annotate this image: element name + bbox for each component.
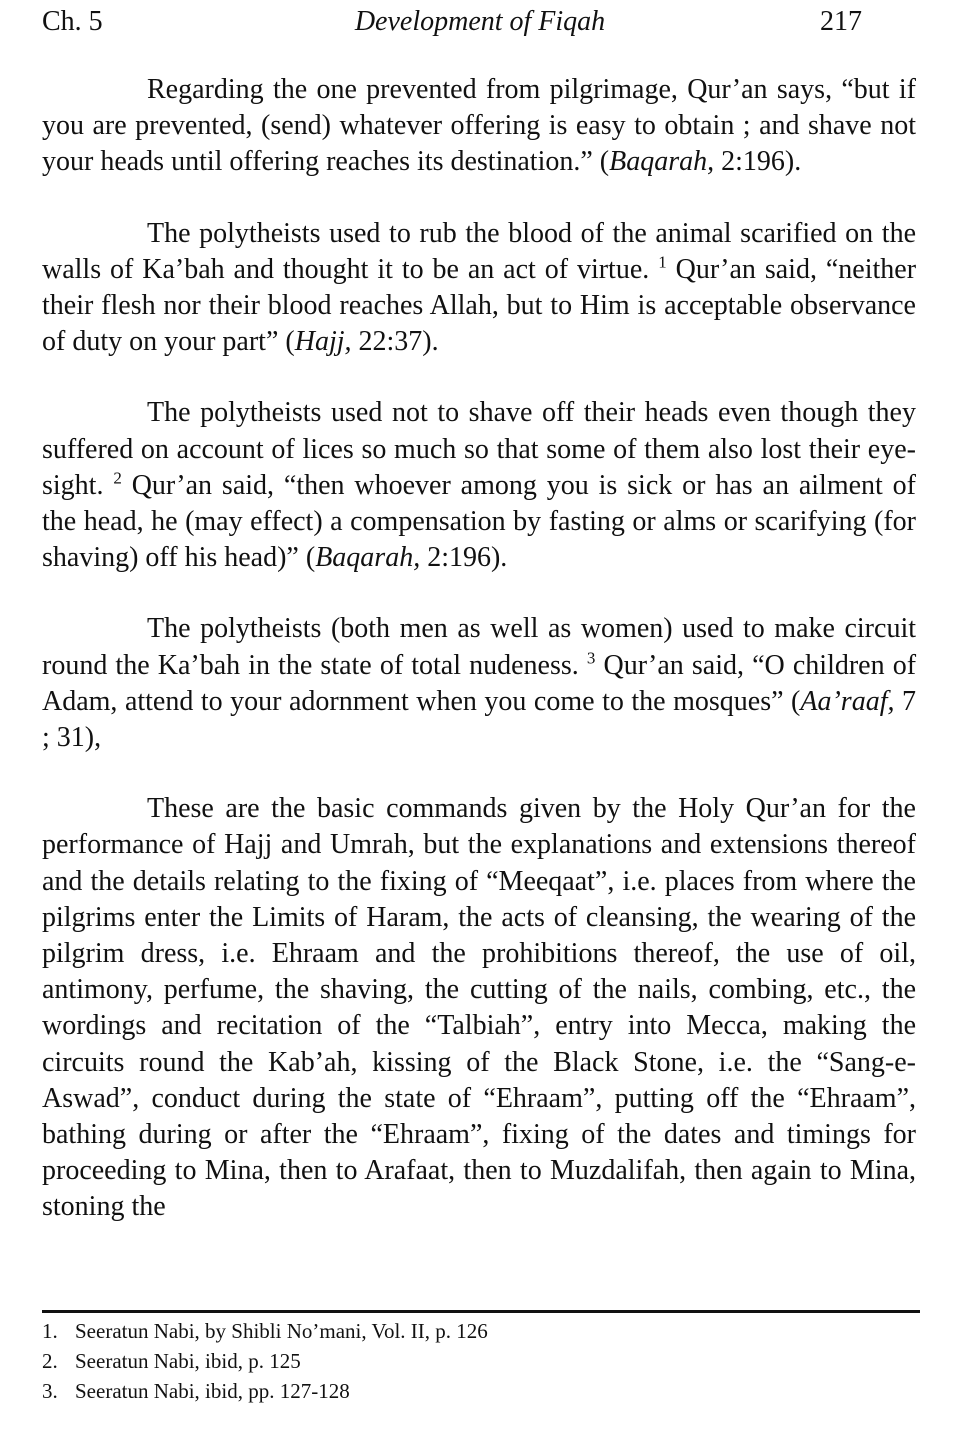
running-title: Development of Fiqah <box>354 6 606 37</box>
paragraph-text: Qur’an said, “then whoever among you is sick or has an ailment of the head, he (may effect) a compensation by fasting or alms or scarifying (for shaving) off his head)” ( <box>42 469 916 574</box>
paragraph-text: The polytheists (both men as well as women) used to make circuit round the Ka’bah in the state of total nudeness. <box>42 613 916 681</box>
paragraph-text: The polytheists used to rub the blood of the animal scarified on the walls of Ka’bah and thought it to be an act of virtue. <box>42 217 916 285</box>
quran-reference: Baqarah, <box>609 146 715 178</box>
paragraph-basic-commands <box>42 791 916 1225</box>
footnote-marker: 1 <box>658 252 667 272</box>
page-number: 217 <box>820 6 862 37</box>
quran-reference: Hajj, <box>294 326 352 358</box>
footnote-marker: 3 <box>586 648 596 668</box>
paragraph-text: The polytheists used not to shave off their heads even though they suffered on account of lices so much so that some of them also lost their eye-sight. <box>42 397 916 501</box>
footnote-text: Seeratun Nabi, ibid, p. 125 <box>75 1349 301 1373</box>
footnote-3 <box>42 1376 920 1406</box>
footnote-marker: 2 <box>113 468 122 488</box>
paragraph-text: 22:37). <box>351 326 439 358</box>
paragraph-text: Regarding the one prevented from pilgrimage, Qur’an says, “but if you are prevented, (send) whatever offering is easy to obtain ; and shave not your heads until offering reaches its destination.” ( <box>42 74 916 178</box>
footnote-text: Seeratun Nabi, by Shibli No’mani, Vol. II, p. 126 <box>75 1319 488 1343</box>
footnote-number: 1. <box>42 1319 58 1343</box>
quran-reference: Baqarah, <box>315 542 421 574</box>
paragraph-prevented-pilgrimage <box>42 72 916 181</box>
paragraph-text: 2:196). <box>714 146 802 178</box>
running-header <box>42 0 918 44</box>
paragraph-text: 7 ; 31), <box>42 685 916 754</box>
footnote-1 <box>42 1316 920 1346</box>
paragraph-text: 2:196). <box>420 542 508 574</box>
chapter-label: Ch. 5 <box>42 6 103 37</box>
footnote-divider <box>42 1310 920 1313</box>
paragraph-circuit-kabah <box>42 611 916 756</box>
quran-reference: Aa’raaf, <box>800 685 895 717</box>
footnote-number: 3. <box>42 1379 58 1403</box>
paragraph-text: Qur’an said, “neither their flesh nor their blood reaches Allah, but to Him is acceptable observance of duty on your part” ( <box>42 253 917 358</box>
body-text <box>42 72 916 1226</box>
footnotes <box>42 1316 920 1406</box>
paragraph-shaving-heads <box>42 395 916 576</box>
footnote-text: Seeratun Nabi, ibid, pp. 127-128 <box>75 1379 350 1403</box>
paragraph-text: Qur’an said, “O children of Adam, attend to your adornment when you come to the mosques” ( <box>42 649 917 717</box>
footnote-number: 2. <box>42 1349 58 1373</box>
paragraph-blood-on-kabah <box>42 216 916 361</box>
footnote-2 <box>42 1346 920 1376</box>
paragraph-text: These are the basic commands given by the Holy Qur’an for the performance of Hajj and Umrah, but the explanations and extensions thereof and the details relating to the fixing of “Meeqaat”, i.e. places from where the pilgrims enter the Limits of Haram, the acts of cleansing, the wearing of the pilgrim dress, i.e. Ehraam and the prohibitions thereof, the use of oil, antimony, perfume, the shaving, the cutting of the nails, combing, etc., the wordings and recitation of the “Talbiah”, entry into Mecca, making the circuits round the Kab’ah, kissing of the Black Stone, i.e. the “Sang-e-Aswad”, conduct during the state of “Ehraam”, putting off the “Ehraam”, bathing during or after the “Ehraam”, fixing of the dates and timings for proceeding to Mina, then to Arafaat, then to Muzdalifah, then again to Mina, stoning the <box>42 793 916 1223</box>
